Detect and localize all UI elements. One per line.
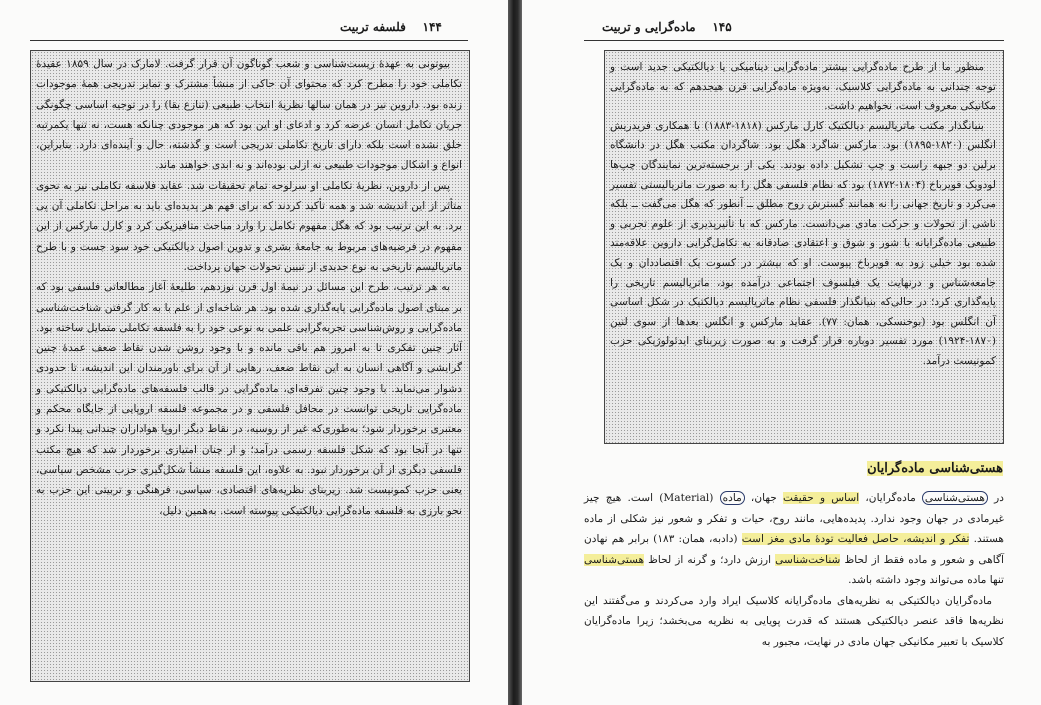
- left-header-rule: [30, 40, 468, 41]
- highlighted-term: هستی‌شناسی: [584, 553, 645, 566]
- right-section-text: [584, 488, 1004, 652]
- text-run: تنها ماده می‌تواند وجود داشته باشد.: [848, 574, 1004, 586]
- right-boxed-paragraph-2: بنیانگذار مکتب ماتریالیسم دیالکتیک کارل مارکس (۱۸۱۸-۱۸۸۳) با همکاری فریدریش انگلس (۱۸۲۰-۱۸۹۵) بود. مارکس شاگرد هگل بود. شاگردان مکتب هگل در دانشگاه برلین دو جبهه راست و چپ تشکیل داده بودند. یکی از برجسته‌ترین نمایندگان چپ‌ها لودویک فویرباخ (۱۸۰۴-۱۸۷۲) بود که نظام فلسفی هگل را به صورت ماتریالیستی تفسیر می‌کرد و تاریخ جهانی را نه همانند گسترش روح مطلق ــ آنطور که هگل می‌گفت ــ بلکه ناشی از تحولات و حرکت مادی می‌دانست. مارکس که با تأثیرپذیری از علوم تجربی و طبیعی ماده‌گرایانه با شور و شوق و اعتقادی صادقانه به تکامل‌گرایی داروین علاقه‌مند شده بود خیلی زود به فویرباخ پیوست. او که بیشتر در کسوت یک اقتصاددان و یک جامعه‌شناس و درنهایت یک فیلسوف اجتماعی درآمده بود، ماتریالیسم تاریخی را پایه‌گذاری کرد؛ در حالی‌که بنیانگذار فلسفی نظام ماتریالیسم دیالکتیک در شکل اساسی آن انگلس بود (بوخنسکی، همان: ۷۷). عقاید مارکس و انگلس بعدها از سوی لنین (۱۸۷۰-۱۹۲۴) مورد تفسیر دوباره قرار گرفت و به صورت زیربنای ایدئولوژیکی حزب کمونیست درآمد.: [610, 119, 997, 367]
- left-body-text: [36, 54, 462, 521]
- text-run: ماده‌گرایان،: [859, 492, 922, 504]
- right-page-header: [602, 20, 732, 34]
- text-run: (دادبه، همان: ۱۸۳) برابر هم نهادن آگاهی و شعور و ماده فقط از لحاظ: [584, 533, 1004, 566]
- left-paragraph-1: بیوتونی به عهدهٔ زیست‌شناسی و شعب گوناگون آن قرار گرفت. لامارک در سال ۱۸۵۹ عقیدهٔ تکاملی خود را مطرح کرد که محتوای آن حاکی از منشأ مشترک و تمایز تدریجی همهٔ موجودات زنده بود. داروین نیز در همان سالها نظریهٔ انتخاب طبیعی (تنازع بقا) را در توجیه اساسی چگونگی جریان تکامل انسان عرضه کرد و ادعای او این بود که هر موجودی چنانکه هست، نه تنها یکمرتبه خلق نشده است بلکه دارای تاریخ تکاملی تدریجی است و گذشته، حال و آینده‌ای دارد. بنابراین، انواع و اشکال موجودات طبیعی نه ازلی بوده‌اند و نه ابدی خواهند ماند.: [36, 58, 462, 172]
- left-paragraph-3: به هر ترتیب، طرح این مسائل در نیمهٔ اول قرن نوزدهم، طلیعهٔ آغاز مطالعاتی فلسفی بود که بر مبنای اصول ماده‌گرایی پایه‌گذاری شده بود. هر شاخه‌ای از علم با به کار گرفتن شناخت‌شناسی ماده‌گرایی و روش‌شناسی تجربه‌گرایی علمی به نوعی خود را به فلسفه تکاملی متمایل ساخته بود. آثار چنین تفکری تا به امروز هم باقی مانده و با وجود روشن شدن نقاط ضعف عمدهٔ چنین گرایشی و آگاهی انسان به این نقاط ضعف، رهایی از آن برای باورمندان این اندیشه، تا حدودی دشوار می‌نماید. با وجود چنین تفرقه‌ای، ماده‌گرایی در قالب فلسفه‌های ماده‌گرایی دیالکتیکی و ماده‌گرایی تاریخی توانست در محافل فلسفی و در مجموعه فلسفه اروپایی از جایگاه محکم و معتبری برخوردار شود؛ به‌طوری‌که غیر از روسیه، در نقاط دیگر اروپا هواداران چندانی پیدا نکرد و تنها در آنجا بود که شکل فلسفه رسمی درآمد؛ و از چنان امتیازی برخوردار شد که هیچ مکتب فلسفی دیگری از آن برخوردار نبود. به علاوه، این فلسفه منشأ شکل‌گیری حزب مشخص سیاسی، یعنی حزب کمونیست شد. زیربنای نظریه‌های اقتصادی، سیاسی، فرهنگی و تربیتی این حزب به نحو بارزی به فلسفه ماده‌گرایی دیالکتیکی پیوسته است. به‌همین دلیل،: [36, 281, 462, 517]
- circled-term-matter: ماده: [720, 491, 745, 505]
- right-page: [522, 0, 1041, 705]
- text-run: در: [988, 492, 1004, 504]
- right-boxed-paragraph-1: منظور ما از طرح ماده‌گرایی بیشتر ماده‌گرایی دینامیکی یا دیالکتیکی جدید است و توجه چندانی به ماده‌گرایی کلاسیک، به‌ویژه ماده‌گرایی قرن هیجدهم که به ماده‌گرایی مکانیکی معروف است، نخواهیم داشت.: [610, 61, 996, 113]
- section-paragraph-1: [584, 488, 1004, 591]
- left-page-number: ۱۴۴: [422, 20, 442, 34]
- highlighted-term: شناخت‌شناسی: [775, 553, 841, 566]
- left-running-title: فلسفه تربیت: [340, 20, 406, 34]
- section-paragraph-2: ماده‌گرایان دیالکتیکی به نظریه‌های ماده‌گرایانه کلاسیک ایراد وارد می‌کردند و می‌گفتند این نظریه‌ها فاقد عنصر دیالکتیکی هستند که قدرت پویایی به نظریه می‌بخشد؛ زیرا ماده‌گرایان کلاسیک با تعبیر مکانیکی جهان مادی در نهایت، مجبور به: [584, 594, 1004, 648]
- circled-term-ontology: هستی‌شناسی: [922, 491, 988, 505]
- text-run: (Material) است. هیچ چیز غیرمادی در جهان وجود ندارد. پدیده‌هایی، مانند روح، حیات و تفکر و شعور نیز شکلی از ماده هستند.: [584, 492, 1004, 545]
- section-heading: [867, 461, 1003, 476]
- section-heading-text: هستی‌شناسی ماده‌گرایان: [867, 461, 1003, 476]
- book-gutter: [508, 0, 522, 705]
- text-run: ارزش دارد؛ و گرنه از لحاظ: [644, 553, 776, 566]
- text-run: جهان،: [744, 492, 783, 504]
- right-running-title: ماده‌گرایی و تربیت: [602, 20, 696, 34]
- left-paragraph-2: پس از داروین، نظریهٔ تکاملی او سرلوحه تمام تحقیقات شد. عقاید فلاسفه تکاملی نیز به نحوی متأثر از این اندیشه شد و همه تأکید کردند که برای فهم هر پدیده‌ای باید به مراحل تکاملی آن پی برد. به این ترتیب بود که هگل مفهوم تکامل را وارد مباحث متافیزیکی کرد و کارل مارکس از این مفهوم در فرضیه‌های مربوط به جامعهٔ بشری و تدوین اصول دیالکتیکی خود سود جست و با طرح ماتریالیسم تاریخی به نوع جدیدی از تبیین تحولات جهان پرداخت.: [36, 179, 462, 273]
- right-page-number: ۱۴۵: [712, 20, 732, 34]
- left-page: [0, 0, 508, 705]
- right-header-rule: [584, 40, 1004, 41]
- left-page-header: [340, 20, 442, 34]
- highlighted-sentence: تفکر و اندیشه، حاصل فعالیت تودهٔ مادی مغز است: [741, 533, 970, 545]
- right-boxed-text: [610, 58, 996, 372]
- highlighted-term: اساس و حقیقت: [782, 492, 860, 504]
